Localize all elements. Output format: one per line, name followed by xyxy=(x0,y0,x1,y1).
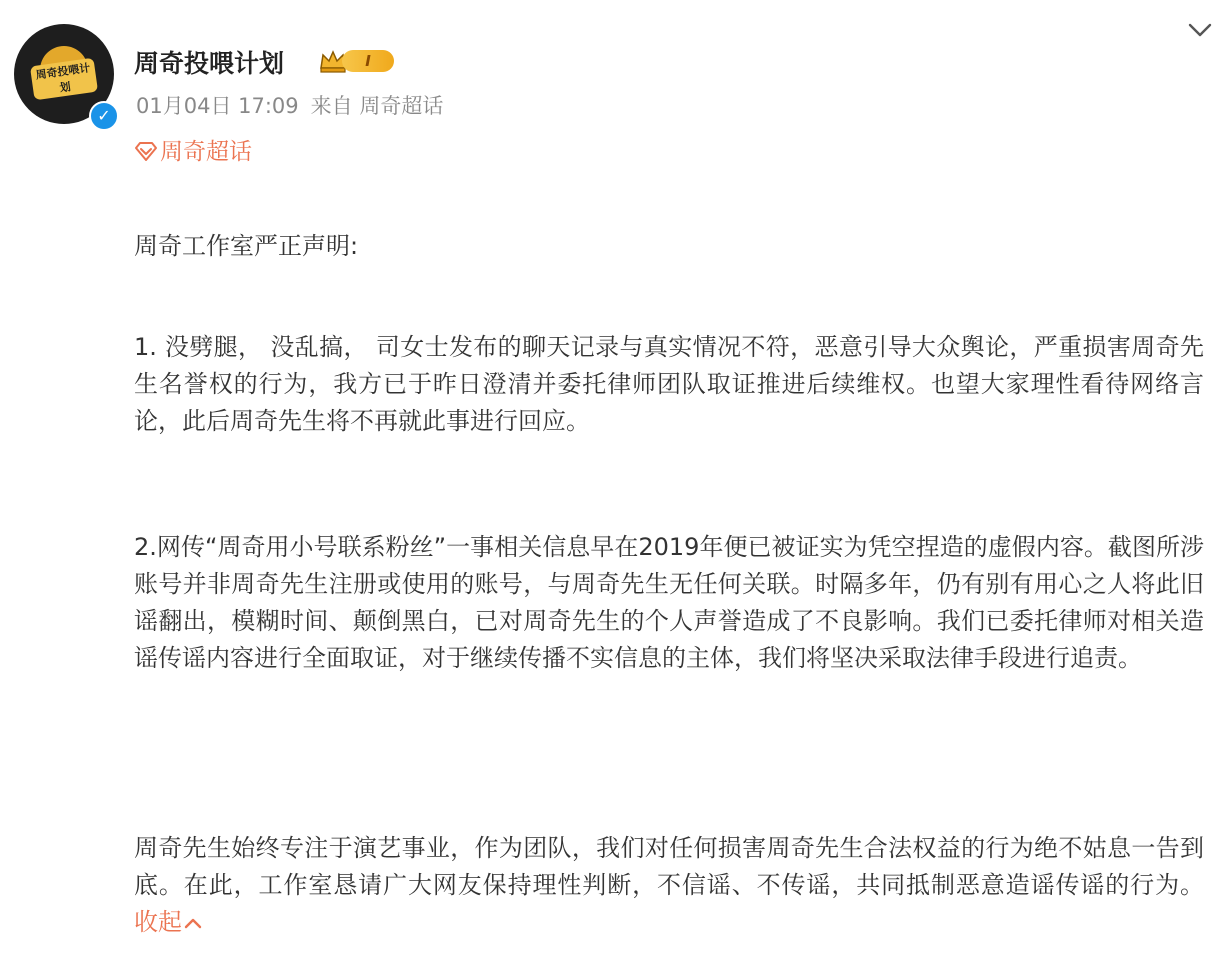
source-prefix: 来自 xyxy=(310,94,353,118)
verified-icon: ✓ xyxy=(89,101,119,131)
chevron-up-icon xyxy=(182,915,204,931)
level-badge: I xyxy=(342,50,394,72)
watermark-overlay xyxy=(920,905,1210,955)
collapse-button[interactable] xyxy=(134,908,204,936)
post-meta xyxy=(136,90,443,120)
statement-paragraph-3-text: 周奇先生始终专注于演艺事业，作为团队，我们对任何损害周奇先生合法权益的行为绝不姑息一告到底。在此，工作室恳请广大网友保持理性判断，不信谣、不传谣，共同抵制恶意造谣传谣的行为。 xyxy=(134,834,1204,899)
avatar-logo-text: 周奇投喂计划 xyxy=(30,58,98,101)
topic-label: 周奇超话 xyxy=(160,139,252,165)
author-name[interactable]: 周奇投喂计划 xyxy=(134,49,285,78)
post-source[interactable]: 周奇超话 xyxy=(359,94,444,118)
topic-icon xyxy=(134,140,158,162)
post-date[interactable]: 01月04日 17:09 xyxy=(136,94,299,118)
statement-heading: 周奇工作室严正声明: xyxy=(134,232,359,260)
statement-paragraph-2: 2.网传“周奇用小号联系粉丝”一事相关信息早在2019年便已被证实为凭空捏造的虚假内容。截图所涉账号并非周奇先生注册或使用的账号，与周奇先生无任何关联。时隔多年，仍有别有用心之人将此旧谣翻出，模糊时间、颠倒黑白，已对周奇先生的个人声誉造成了不良影响。我们已委托律师对相关造谣传谣内容进行全面取证，对于继续传播不实信息的主体，我们将坚决采取法律手段进行追责。 xyxy=(134,533,1204,672)
statement-paragraph-1: 1. 没劈腿， 没乱搞， 司女士发布的聊天记录与真实情况不符，恶意引导大众舆论，严重损害周奇先生名誉权的行为，我方已于昨日澄清并委托律师团队取证推进后续维权。也望大家理性看待网络言论，此后周奇先生将不再就此事进行回应。 xyxy=(134,333,1204,435)
member-badge[interactable] xyxy=(318,46,396,76)
topic-link[interactable] xyxy=(134,133,252,166)
chevron-down-icon[interactable] xyxy=(1186,18,1214,42)
collapse-label: 收起 xyxy=(134,908,182,936)
